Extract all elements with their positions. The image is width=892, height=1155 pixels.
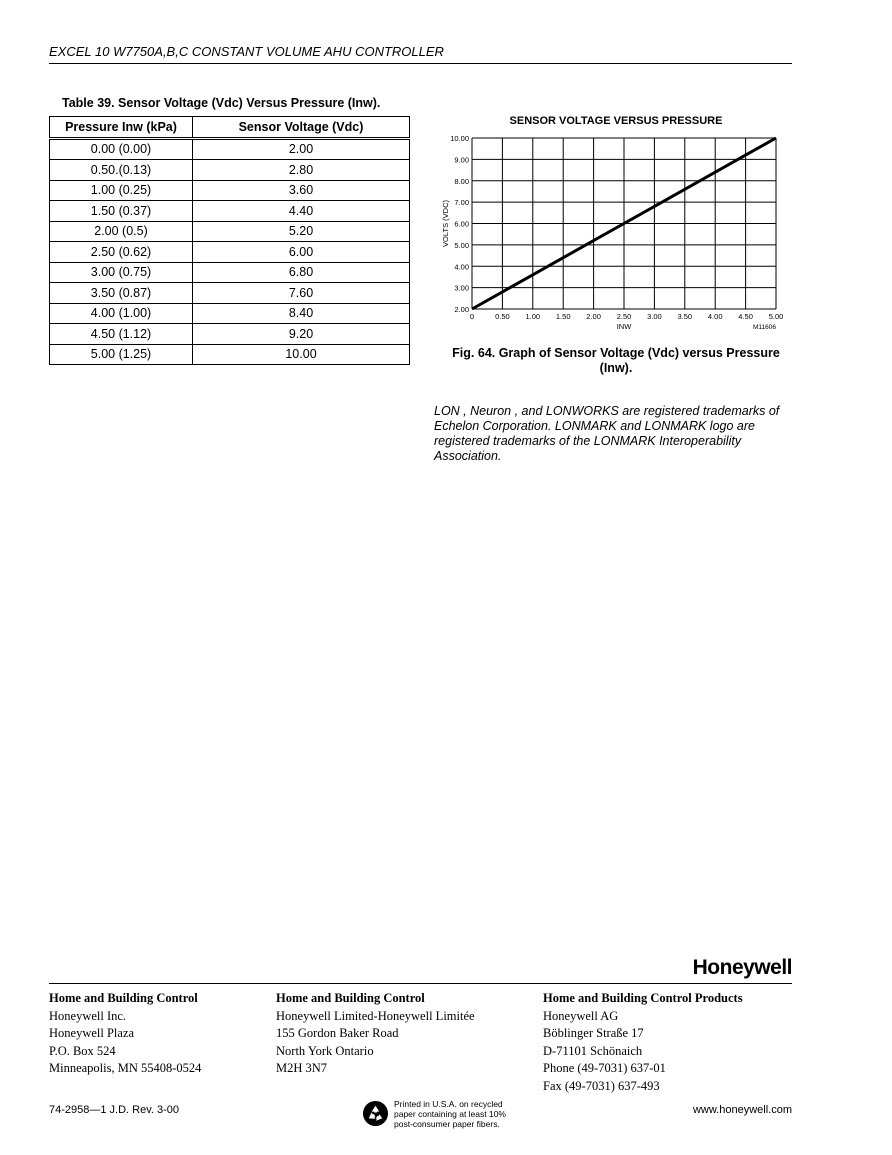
table-row bbox=[50, 180, 410, 201]
table-cell: 2.00 bbox=[193, 138, 410, 160]
address-line: Honeywell Limited-Honeywell Limitée bbox=[276, 1008, 475, 1023]
recycled-paper-notice: Printed in U.S.A. on recycled paper containing at least 10% post-consumer paper fibers. bbox=[394, 1099, 506, 1129]
document-number: 74-2958—1 J.D. Rev. 3-00 bbox=[49, 1104, 180, 1116]
y-tick-label: 10.00 bbox=[450, 134, 469, 143]
x-tick-label: 0 bbox=[469, 312, 475, 321]
address-line: Honeywell Inc. bbox=[49, 1008, 127, 1023]
table-cell: 0.00 (0.00) bbox=[50, 138, 193, 160]
table-row bbox=[50, 201, 410, 222]
sensor-voltage-chart bbox=[436, 110, 796, 340]
table-cell: 1.50 (0.37) bbox=[50, 201, 193, 222]
footer-divider bbox=[49, 983, 792, 984]
address-heading: Home and Building Control bbox=[276, 991, 425, 1005]
table-cell: 2.80 bbox=[193, 160, 410, 181]
y-axis-label: VOLTS (VDC) bbox=[441, 200, 450, 247]
table-caption: Table 39. Sensor Voltage (Vdc) Versus Pressure (Inw). bbox=[62, 96, 381, 110]
address-line: P.O. Box 524 bbox=[49, 1043, 116, 1058]
address-line: 155 Gordon Baker Road bbox=[276, 1026, 399, 1041]
x-tick-label: 1.00 bbox=[525, 312, 541, 321]
x-tick-label: 2.00 bbox=[586, 312, 601, 321]
table-row bbox=[50, 303, 410, 324]
address-line: M2H 3N7 bbox=[276, 1061, 328, 1076]
table-cell: 3.50 (0.87) bbox=[50, 283, 193, 304]
address-line: North York Ontario bbox=[276, 1043, 374, 1058]
x-tick-label: 5.00 bbox=[768, 312, 784, 321]
address-line: Böblinger Straße 17 bbox=[543, 1026, 644, 1041]
address-line: Phone (49-7031) 637-01 bbox=[543, 1061, 666, 1076]
table-cell: 4.00 (1.00) bbox=[50, 303, 193, 324]
address-block-ontario bbox=[276, 990, 475, 1078]
chart-title: SENSOR VOLTAGE VERSUS PRESSURE bbox=[509, 115, 723, 127]
table-row bbox=[50, 160, 410, 181]
address-heading: Home and Building Control bbox=[49, 991, 198, 1005]
table-row bbox=[50, 324, 410, 345]
table-cell: 7.60 bbox=[193, 283, 410, 304]
table-row bbox=[50, 283, 410, 304]
table-row bbox=[50, 221, 410, 242]
table-cell: 6.00 bbox=[193, 242, 410, 263]
x-tick-label: 3.50 bbox=[677, 312, 693, 321]
table-cell: 2.00 (0.5) bbox=[50, 221, 193, 242]
y-tick-label: 9.00 bbox=[454, 155, 469, 165]
address-line: Fax (49-7031) 637-493 bbox=[543, 1078, 660, 1093]
address-line: Honeywell Plaza bbox=[49, 1026, 135, 1041]
y-tick-label: 5.00 bbox=[454, 240, 469, 250]
figure-id-annotation: M11606 bbox=[752, 324, 776, 331]
table-cell: 2.50 (0.62) bbox=[50, 242, 193, 263]
address-line: D-71101 Schönaich bbox=[543, 1043, 643, 1058]
address-line: Minneapolis, MN 55408-0524 bbox=[49, 1061, 202, 1076]
table-cell: 0.50.(0.13) bbox=[50, 160, 193, 181]
table-cell: 4.40 bbox=[193, 201, 410, 222]
column-header: Pressure Inw (kPa) bbox=[50, 117, 193, 139]
website-link[interactable]: www.honeywell.com bbox=[692, 1104, 792, 1116]
y-tick-label: 7.00 bbox=[454, 198, 469, 208]
column-header: Sensor Voltage (Vdc) bbox=[193, 117, 410, 139]
table-row bbox=[50, 262, 410, 283]
x-tick-label: 4.00 bbox=[707, 312, 723, 321]
recycle-icon bbox=[362, 1100, 389, 1127]
trademark-notice: LON , Neuron , and LONWORKS are registered trademarks of Echelon Corporation. LONMARK and LONMARK logo are registered trademarks of the LONMARK Interoperability Association. bbox=[434, 404, 780, 463]
honeywell-logo: Honeywell bbox=[692, 956, 792, 979]
table-header-row bbox=[50, 117, 410, 139]
x-tick-label: 2.50 bbox=[616, 312, 632, 321]
table-cell: 3.60 bbox=[193, 180, 410, 201]
address-line: Honeywell AG bbox=[543, 1008, 619, 1023]
y-tick-label: 4.00 bbox=[454, 262, 469, 272]
address-heading: Home and Building Control Products bbox=[543, 991, 743, 1005]
table-cell: 9.20 bbox=[193, 324, 410, 345]
y-tick-label: 8.00 bbox=[454, 176, 469, 186]
table-row bbox=[50, 138, 410, 160]
x-axis-label: INW bbox=[616, 322, 632, 331]
table-cell: 6.80 bbox=[193, 262, 410, 283]
chart-svg bbox=[436, 110, 796, 340]
document-header: EXCEL 10 W7750A,B,C CONSTANT VOLUME AHU CONTROLLER bbox=[49, 44, 792, 64]
figure-caption: Fig. 64. Graph of Sensor Voltage (Vdc) versus Pressure (Inw). bbox=[452, 346, 780, 375]
table-cell: 3.00 (0.75) bbox=[50, 262, 193, 283]
sensor-voltage-table bbox=[49, 116, 410, 365]
x-tick-label: 0.50 bbox=[495, 312, 510, 321]
table-cell: 4.50 (1.12) bbox=[50, 324, 193, 345]
y-tick-label: 6.00 bbox=[454, 219, 469, 229]
y-tick-label: 2.00 bbox=[454, 305, 469, 314]
x-tick-label: 3.00 bbox=[647, 312, 662, 321]
y-tick-label: 3.00 bbox=[454, 283, 469, 293]
table-row bbox=[50, 242, 410, 263]
address-block-minneapolis bbox=[49, 990, 201, 1078]
x-tick-label: 1.50 bbox=[555, 312, 571, 321]
table-cell: 5.20 bbox=[193, 221, 410, 242]
table-row bbox=[50, 344, 410, 365]
table-cell: 10.00 bbox=[193, 344, 410, 365]
address-block-germany bbox=[543, 990, 743, 1096]
table-cell: 1.00 (0.25) bbox=[50, 180, 193, 201]
table-cell: 5.00 (1.25) bbox=[50, 344, 193, 365]
x-tick-label: 4.50 bbox=[738, 312, 753, 321]
table-cell: 8.40 bbox=[193, 303, 410, 324]
